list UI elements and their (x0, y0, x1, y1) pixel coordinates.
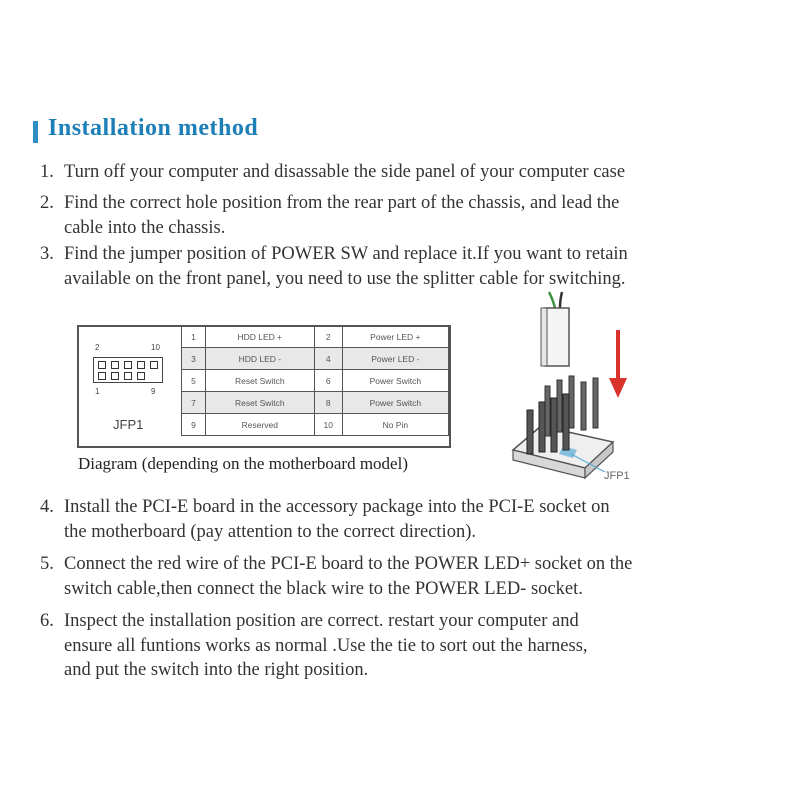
pin-header-diagram (77, 325, 451, 448)
illustration-label: JFP1 (604, 470, 630, 482)
step-number: 3. (40, 244, 54, 264)
diagram-caption: Diagram (depending on the motherboard model) (78, 454, 408, 473)
header-pin (593, 378, 598, 428)
pin-function: Reset Switch (205, 392, 314, 414)
pin-number: 3 (182, 348, 206, 370)
pin-function: No Pin (342, 414, 448, 436)
header-pin (527, 410, 533, 454)
pin (150, 361, 158, 369)
header-pin (581, 382, 586, 430)
pin (111, 372, 119, 380)
pin-function: Power Switch (342, 392, 448, 414)
pin-label-bottom-left: 1 (95, 387, 100, 396)
table-row (182, 326, 449, 348)
pin (137, 372, 145, 380)
pin (98, 372, 106, 380)
step-text: Connect the red wire of the PCI-E board to the POWER LED+ socket on the switch cable,then connect the black wire to the POWER LED- socket. (64, 554, 633, 599)
pin (137, 361, 145, 369)
step-text: Install the PCI-E board in the accessory package into the PCI-E socket on the motherboard (pay attention to the correct direction). (64, 497, 610, 542)
pin-function: Power Switch (342, 370, 448, 392)
pin-function: Reset Switch (205, 370, 314, 392)
header-pin (545, 386, 550, 436)
table-row (182, 414, 449, 436)
step-6 (40, 609, 780, 683)
pin-function: HDD LED + (205, 326, 314, 348)
pin-number: 9 (182, 414, 206, 436)
step-text: Inspect the installation position are correct. restart your computer and ensure all funtions works as normal .Use the tie to sort out the harness, and put the switch into the right position. (64, 611, 588, 680)
step-text: Find the correct hole position from the rear part of the chassis, and lead the cable into the chassis. (64, 193, 620, 238)
header-pin (563, 394, 569, 450)
step-text: Turn off your computer and disassable the side panel of your computer case (64, 162, 626, 182)
section-heading: Installation method (48, 115, 259, 141)
pin-number: 4 (314, 348, 342, 370)
header-pin (569, 376, 574, 428)
pin-function: Power LED + (342, 326, 448, 348)
step-1 (40, 160, 780, 185)
pin (124, 361, 132, 369)
pin (111, 361, 119, 369)
pin-number: 10 (314, 414, 342, 436)
step-number: 6. (40, 611, 54, 631)
jfp1-plug-illustration (505, 290, 665, 490)
step-number: 2. (40, 193, 54, 213)
pin-label-top-left: 2 (95, 343, 100, 352)
pin-number: 8 (314, 392, 342, 414)
pin-number: 5 (182, 370, 206, 392)
pin-label-top-right: 10 (151, 343, 160, 352)
pin-function: Power LED - (342, 348, 448, 370)
splitter-plug (545, 308, 569, 366)
header-pin (551, 398, 557, 452)
connector-label: JFP1 (113, 417, 144, 432)
black-wire (560, 292, 562, 308)
pin-header-connector (93, 343, 185, 396)
header-pin (557, 380, 562, 432)
pin-function: HDD LED - (205, 348, 314, 370)
step-3 (40, 242, 780, 291)
pin-function: Reserved (205, 414, 314, 436)
step-number: 1. (40, 162, 54, 182)
step-number: 4. (40, 497, 54, 517)
heading-accent-bar (33, 121, 38, 143)
pin-label-bottom-right: 9 (151, 387, 156, 396)
pin (124, 372, 132, 380)
pin-number: 2 (314, 326, 342, 348)
table-row (182, 348, 449, 370)
pin-number: 1 (182, 326, 206, 348)
pin-number: 6 (314, 370, 342, 392)
step-5 (40, 552, 780, 601)
plug-side (541, 308, 547, 366)
pin (98, 361, 106, 369)
step-2 (40, 191, 780, 240)
pin-assignment-table (181, 325, 449, 436)
step-4 (40, 495, 780, 544)
pin-block (93, 357, 163, 383)
insert-arrow-head (609, 378, 627, 398)
header-pin (539, 402, 545, 452)
table-row (182, 370, 449, 392)
green-wire (549, 292, 555, 308)
pin-number: 7 (182, 392, 206, 414)
step-text: Find the jumper position of POWER SW and replace it.If you want to retain available on the front panel, you need to use the splitter cable for switching. (64, 244, 628, 289)
step-number: 5. (40, 554, 54, 574)
table-row (182, 392, 449, 414)
